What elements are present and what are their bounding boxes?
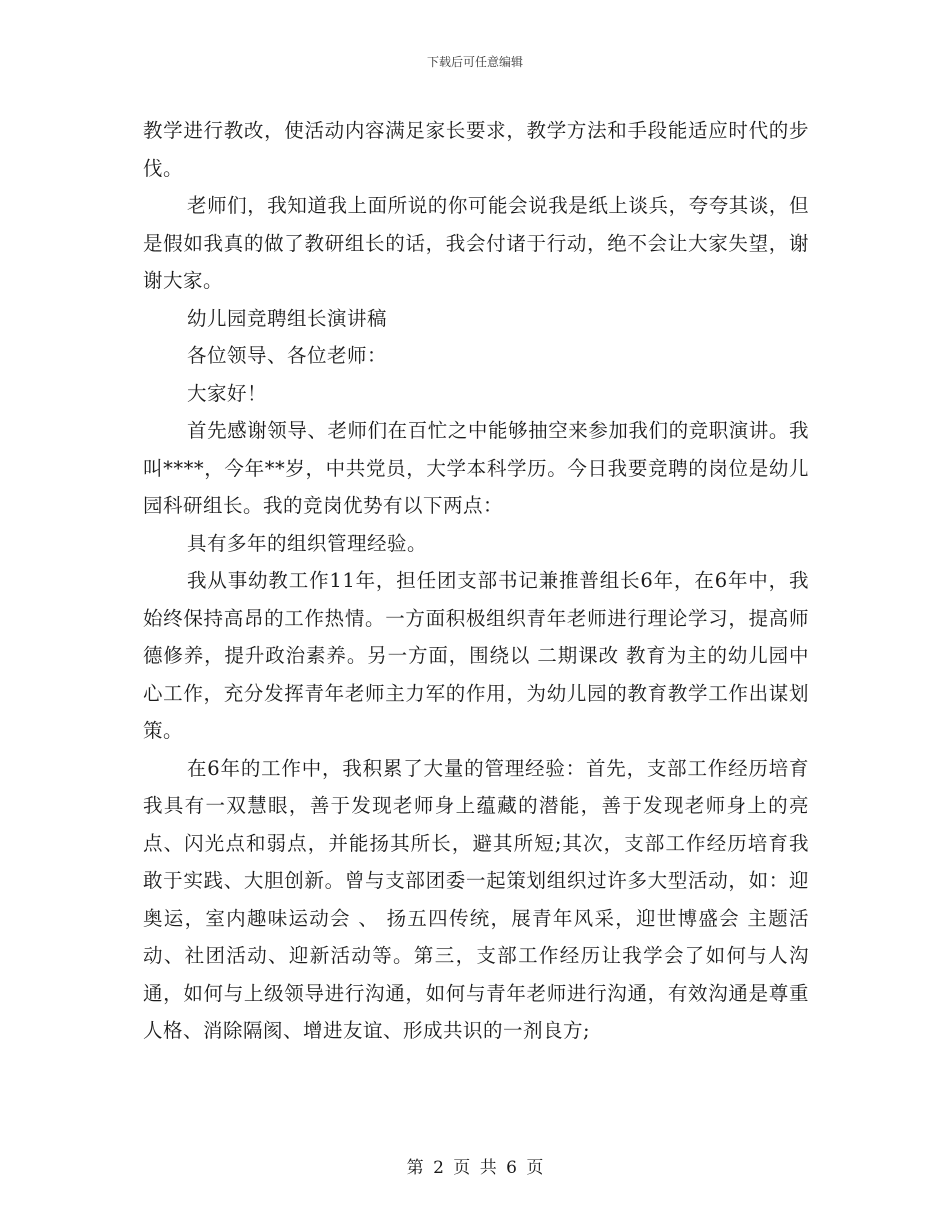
- paragraph: 首先感谢领导、老师们在百忙之中能够抽空来参加我们的竞职演讲。我叫****，今年**岁，中共党员，大学本科学历。今日我要竞聘的岗位是幼儿园科研组长。我的竞岗优势有以下两点：: [143, 419, 809, 517]
- paragraph: 我从事幼教工作11年，担任团支部书记兼推普组长6年，在6年中，我始终保持高昂的工作热情。一方面积极组织青年老师进行理论学习，提高师德修养，提升政治素养。另一方面，围绕以 二期课改 教育为主的幼儿园中心工作，充分发挥青年老师主力军的作用，为幼儿园的教育教学工作出谋划策。: [143, 569, 809, 742]
- section-title: 幼儿园竞聘组长演讲稿: [187, 306, 388, 330]
- salutation: 各位领导、各位老师：: [187, 344, 388, 367]
- page-number: 第 2 页 共 6 页: [406, 1158, 544, 1178]
- document-body: [143, 112, 809, 1050]
- page-header-note: 下载后可任意编辑: [426, 55, 523, 69]
- greeting: 大家好！: [187, 381, 268, 405]
- paragraph: 在6年的工作中，我积累了大量的管理经验：首先，支部工作经历培育我具有一双慧眼，善于发现老师身上蕴藏的潜能，善于发现老师身上的亮点、闪光点和弱点，并能扬其所长，避其所短;其次，支部工作经历培育我敢于实践、大胆创新。曾与支部团委一起策划组织过许多大型活动，如：迎奥运，室内趣味运动会 、 扬五四传统，展青年风采，迎世博盛会 主题活动、社团活动、迎新活动等。第三，支部工作经历让我学会了如何与人沟通，如何与上级领导进行沟通，如何与青年老师进行沟通，有效沟通是尊重人格、消除隔阂、增进友谊、形成共识的一剂良方;: [143, 756, 809, 1042]
- paragraph: 具有多年的组织管理经验。: [187, 531, 428, 555]
- paragraph: 教学进行教改，使活动内容满足家长要求，教学方法和手段能适应时代的步伐。: [143, 119, 809, 180]
- paragraph: 老师们，我知道我上面所说的你可能会说我是纸上谈兵，夸夸其谈，但是假如我真的做了教研组长的话，我会付诸于行动，绝不会让大家失望，谢谢大家。: [143, 194, 809, 292]
